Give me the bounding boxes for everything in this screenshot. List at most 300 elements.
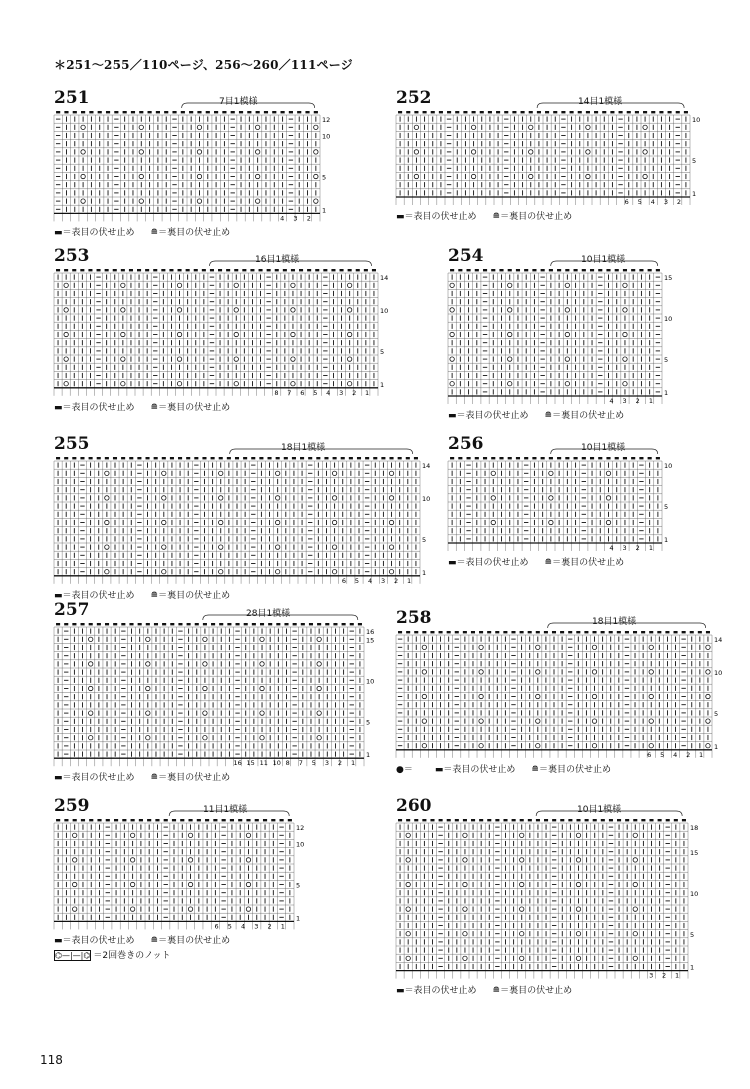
bind-off-mark xyxy=(348,269,352,271)
bind-off-mark xyxy=(364,269,368,271)
legend-back-text: ＝裏目の伏せ止め xyxy=(552,411,625,421)
bind-off-mark xyxy=(610,111,614,113)
bind-off-mark xyxy=(56,457,60,459)
bind-off-mark xyxy=(463,631,467,633)
yarn-over-symbol xyxy=(146,662,150,666)
bind-off-mark xyxy=(154,623,158,625)
bind-off-mark xyxy=(602,111,606,113)
yarn-over-symbol xyxy=(450,332,454,336)
legend-front-text: ＝表目の伏せ止め xyxy=(62,590,135,601)
row-label: 5 xyxy=(322,173,327,182)
bind-off-mark xyxy=(511,631,515,633)
yarn-over-symbol xyxy=(275,545,279,549)
yarn-over-symbol xyxy=(219,570,223,574)
column-label: 1 xyxy=(648,397,653,405)
yarn-over-symbol xyxy=(529,150,533,154)
back-bindoff-icon: ≘ xyxy=(492,212,501,222)
bind-off-mark xyxy=(483,269,487,271)
bind-off-mark xyxy=(72,623,76,625)
yarn-over-symbol xyxy=(520,858,524,862)
yarn-over-symbol xyxy=(592,719,596,723)
yarn-over-symbol xyxy=(177,283,181,287)
yarn-over-symbol xyxy=(414,125,418,129)
bind-off-mark xyxy=(458,457,462,459)
row-label: 5 xyxy=(380,348,385,356)
yarn-over-symbol xyxy=(479,719,483,723)
yarn-over-symbol xyxy=(565,357,569,361)
bind-off-mark xyxy=(414,631,418,633)
bind-off-mark xyxy=(496,111,500,113)
yarn-over-symbol xyxy=(188,882,192,886)
bind-off-mark xyxy=(649,819,653,821)
bind-off-mark xyxy=(649,631,653,633)
bind-off-mark xyxy=(557,457,561,459)
yarn-over-symbol xyxy=(463,882,467,886)
grid-lines xyxy=(54,273,378,396)
bind-off-mark xyxy=(284,457,288,459)
yarn-over-symbol xyxy=(146,637,150,641)
bind-off-mark xyxy=(639,457,643,459)
bind-off-mark xyxy=(194,269,198,271)
bind-off-mark xyxy=(633,631,637,633)
knitting-grid xyxy=(396,632,724,763)
yarn-over-symbol xyxy=(536,645,540,649)
bind-off-mark xyxy=(544,631,548,633)
bind-off-mark xyxy=(172,819,176,821)
bind-off-mark xyxy=(129,457,133,459)
yarn-over-symbol xyxy=(105,570,109,574)
bind-off-mark xyxy=(601,631,605,633)
legend-back-text: ＝裏目の伏せ止め xyxy=(158,228,231,239)
bind-off-mark xyxy=(81,623,85,625)
yarn-over-symbol xyxy=(89,662,93,666)
row-label: 1 xyxy=(296,914,301,923)
row-label: 12 xyxy=(322,116,331,125)
bind-off-mark xyxy=(195,623,199,625)
yarn-over-symbol xyxy=(508,283,512,287)
bind-off-mark xyxy=(153,269,157,271)
row-label: 5 xyxy=(422,536,427,544)
bind-off-mark xyxy=(447,819,451,821)
yarn-over-symbol xyxy=(219,520,223,524)
bind-off-mark xyxy=(545,111,549,113)
bind-off-mark xyxy=(172,111,176,113)
yarn-over-symbol xyxy=(203,736,207,740)
yarn-over-symbol xyxy=(649,670,653,674)
column-label: 4 xyxy=(326,388,331,397)
yarn-over-symbol xyxy=(479,670,483,674)
bind-off-mark xyxy=(242,269,246,271)
bind-off-mark xyxy=(560,819,564,821)
bind-off-mark xyxy=(289,111,293,113)
bind-off-mark xyxy=(154,457,158,459)
bind-off-mark xyxy=(592,631,596,633)
yarn-over-symbol xyxy=(130,882,134,886)
bind-off-mark xyxy=(623,457,627,459)
yarn-over-symbol xyxy=(234,283,238,287)
yarn-over-symbol xyxy=(479,694,483,698)
bind-off-mark xyxy=(81,819,85,821)
bind-off-mark xyxy=(609,819,613,821)
legend-bobble: ●＝ xyxy=(396,764,413,775)
bind-off-mark xyxy=(423,111,427,113)
chart-legend xyxy=(448,411,624,422)
legend-front-text: ＝表目の伏せ止め xyxy=(456,558,529,568)
knitting-grid xyxy=(54,458,432,589)
bind-off-mark xyxy=(586,111,590,113)
bind-off-mark xyxy=(601,819,605,821)
bind-off-mark xyxy=(503,631,507,633)
row-label: 10 xyxy=(692,116,701,125)
bind-off-mark xyxy=(512,819,516,821)
bind-off-mark xyxy=(272,111,276,113)
bind-off-mark xyxy=(284,623,288,625)
yarn-over-symbol xyxy=(565,332,569,336)
bind-off-mark xyxy=(325,623,329,625)
column-label: 2 xyxy=(635,397,640,405)
yarn-over-symbol xyxy=(529,125,533,129)
bind-off-mark xyxy=(256,111,260,113)
yarn-over-symbol xyxy=(234,357,238,361)
bind-off-mark xyxy=(570,111,574,113)
knitting-grid xyxy=(448,458,674,556)
knot-icon: ⌬—|—|⌬ xyxy=(55,951,91,961)
yarn-over-symbol xyxy=(130,833,134,837)
column-label: 2 xyxy=(352,388,357,397)
row-label: 14 xyxy=(380,274,389,283)
bind-off-mark xyxy=(206,111,210,113)
yarn-over-symbol xyxy=(606,471,610,475)
bind-off-mark xyxy=(227,623,231,625)
yarn-over-symbol xyxy=(203,686,207,690)
yarn-over-symbol xyxy=(623,332,627,336)
bind-off-mark xyxy=(372,269,376,271)
bind-off-mark xyxy=(508,269,512,271)
bind-off-mark xyxy=(280,819,284,821)
column-label: 6 xyxy=(214,922,219,931)
bind-off-mark xyxy=(631,269,635,271)
repeat-label: 28目1模様 xyxy=(246,609,291,619)
back-bindoff-icon: ≘ xyxy=(150,228,159,239)
bind-off-mark xyxy=(574,457,578,459)
bind-off-mark xyxy=(487,819,491,821)
bind-off-mark xyxy=(178,269,182,271)
bind-off-mark xyxy=(641,819,645,821)
bind-off-mark xyxy=(123,111,127,113)
bind-off-mark xyxy=(89,111,93,113)
yarn-over-symbol xyxy=(105,545,109,549)
legend-back-text: ＝裏目の伏せ止め xyxy=(158,590,231,601)
repeat-label: 10目1模様 xyxy=(581,443,626,453)
yarn-over-symbol xyxy=(121,332,125,336)
bind-off-mark xyxy=(267,269,271,271)
row-label: 1 xyxy=(714,742,719,751)
legend-back-text: ＝裏目の伏せ止め xyxy=(158,773,231,784)
repeat-label: 7目1模様 xyxy=(219,97,258,107)
yarn-over-symbol xyxy=(347,308,351,312)
bind-off-mark xyxy=(381,457,385,459)
yarn-over-symbol xyxy=(219,496,223,500)
yarn-over-symbol xyxy=(64,382,68,386)
bind-off-mark xyxy=(81,111,85,113)
row-label: 1 xyxy=(692,190,697,198)
row-label: 10 xyxy=(380,307,389,315)
yarn-over-symbol xyxy=(260,662,264,666)
bind-off-mark xyxy=(585,819,589,821)
bind-off-mark xyxy=(121,623,125,625)
row-label: 10 xyxy=(714,669,723,677)
bind-off-mark xyxy=(549,269,553,271)
legend-knot-text: ＝2回巻きのノット xyxy=(93,951,171,962)
bind-off-mark xyxy=(357,457,361,459)
bind-off-mark xyxy=(64,111,68,113)
column-label: 2 xyxy=(635,544,640,552)
bind-off-mark xyxy=(106,111,110,113)
yarn-over-symbol xyxy=(649,694,653,698)
row-label: 5 xyxy=(296,881,301,890)
bind-off-mark xyxy=(447,631,451,633)
yarn-over-symbol xyxy=(332,545,336,549)
column-label: 16 xyxy=(233,759,242,768)
bind-off-mark xyxy=(549,457,553,459)
row-label: 10 xyxy=(664,462,673,471)
row-label: 10 xyxy=(322,132,331,141)
bind-off-mark xyxy=(238,819,242,821)
column-label: 3 xyxy=(324,759,329,768)
bind-off-mark xyxy=(218,269,222,271)
yarn-over-symbol xyxy=(317,711,321,715)
column-label: 10 xyxy=(272,759,281,768)
yarn-over-symbol xyxy=(706,694,710,698)
back-bindoff-icon: ≘ xyxy=(544,558,553,568)
bind-off-mark xyxy=(299,269,303,271)
bind-off-mark xyxy=(146,623,150,625)
bind-off-mark xyxy=(89,819,93,821)
chart-number: 257 xyxy=(54,600,90,620)
column-label: 7 xyxy=(287,388,292,397)
front-bindoff-icon: ▬ xyxy=(434,764,444,775)
bind-off-mark xyxy=(668,111,672,113)
bind-off-mark xyxy=(155,819,159,821)
column-label: 6 xyxy=(647,750,652,759)
chart-legend xyxy=(396,765,611,776)
row-label: 1 xyxy=(380,380,385,389)
bind-off-mark xyxy=(137,269,141,271)
bind-off-mark xyxy=(89,623,93,625)
bind-off-mark xyxy=(162,457,166,459)
yarn-over-symbol xyxy=(89,711,93,715)
bind-off-mark xyxy=(406,111,410,113)
bind-off-mark xyxy=(309,623,313,625)
chart-legend xyxy=(54,936,230,947)
bind-off-mark xyxy=(657,631,661,633)
yarn-over-symbol xyxy=(197,150,201,154)
bind-off-mark xyxy=(283,269,287,271)
yarn-over-symbol xyxy=(291,332,295,336)
bind-off-mark xyxy=(121,457,125,459)
bind-off-mark xyxy=(491,457,495,459)
yarn-over-symbol xyxy=(586,174,590,178)
yarn-over-symbol xyxy=(317,736,321,740)
bind-off-mark xyxy=(450,457,454,459)
bind-off-mark xyxy=(472,111,476,113)
bind-off-mark xyxy=(356,269,360,271)
yarn-over-symbol xyxy=(606,520,610,524)
yarn-over-symbol xyxy=(81,174,85,178)
column-label: 8 xyxy=(285,759,290,768)
column-label: 4 xyxy=(609,397,614,405)
bind-off-mark xyxy=(178,623,182,625)
bind-off-mark xyxy=(227,457,231,459)
yarn-over-symbol xyxy=(649,744,653,748)
bind-off-mark xyxy=(350,623,354,625)
column-label: 6 xyxy=(624,198,629,206)
row-label: 15 xyxy=(366,636,375,645)
yarn-over-symbol xyxy=(72,833,76,837)
bind-off-mark xyxy=(414,819,418,821)
front-bindoff-icon: ▬ xyxy=(54,590,63,601)
bind-off-mark xyxy=(222,111,226,113)
yarn-over-symbol xyxy=(275,520,279,524)
bind-off-mark xyxy=(422,631,426,633)
yarn-over-symbol xyxy=(246,858,250,862)
bind-off-mark xyxy=(676,111,680,113)
row-label: 5 xyxy=(366,718,371,727)
bind-off-mark xyxy=(516,457,520,459)
yarn-over-symbol xyxy=(706,719,710,723)
row-label: 10 xyxy=(422,495,431,503)
yarn-over-symbol xyxy=(275,570,279,574)
yarn-over-symbol xyxy=(576,858,580,862)
yarn-over-symbol xyxy=(422,744,426,748)
repeat-label: 10目1模様 xyxy=(581,255,626,265)
bind-off-mark xyxy=(331,269,335,271)
bind-off-mark xyxy=(202,457,206,459)
yarn-over-symbol xyxy=(317,662,321,666)
yarn-over-symbol xyxy=(203,711,207,715)
bind-off-mark xyxy=(297,111,301,113)
front-bindoff-icon: ▬ xyxy=(54,402,63,413)
bind-off-mark xyxy=(105,623,109,625)
bind-off-mark xyxy=(64,457,68,459)
bind-off-mark xyxy=(536,819,540,821)
bind-off-mark xyxy=(495,819,499,821)
bind-off-mark xyxy=(106,819,110,821)
back-bindoff-icon: ≘ xyxy=(531,764,539,775)
bind-off-mark xyxy=(532,457,536,459)
yarn-over-symbol xyxy=(414,174,418,178)
knitting-grid xyxy=(396,820,700,984)
bind-off-mark xyxy=(598,457,602,459)
yarn-over-symbol xyxy=(422,670,426,674)
yarn-over-symbol xyxy=(255,150,259,154)
bind-off-mark xyxy=(467,269,471,271)
yarn-over-symbol xyxy=(81,199,85,203)
yarn-over-symbol xyxy=(592,744,596,748)
yarn-over-symbol xyxy=(72,907,76,911)
bind-off-mark xyxy=(131,819,135,821)
bind-off-mark xyxy=(202,269,206,271)
bind-off-mark xyxy=(271,819,275,821)
bind-off-mark xyxy=(480,111,484,113)
bind-off-mark xyxy=(651,111,655,113)
column-label: 5 xyxy=(313,388,318,397)
yarn-over-symbol xyxy=(219,471,223,475)
yarn-over-symbol xyxy=(347,357,351,361)
bind-off-mark xyxy=(251,457,255,459)
bind-off-mark xyxy=(633,819,637,821)
yarn-over-symbol xyxy=(347,382,351,386)
bind-off-mark xyxy=(250,269,254,271)
bind-off-mark xyxy=(275,269,279,271)
back-bindoff-icon: ≘ xyxy=(150,773,159,784)
repeat-label: 16目1模様 xyxy=(255,255,300,265)
bind-off-mark xyxy=(458,269,462,271)
chart-number: 258 xyxy=(396,608,432,628)
bind-off-mark xyxy=(430,819,434,821)
yarn-over-symbol xyxy=(536,694,540,698)
bind-off-mark xyxy=(226,269,230,271)
column-label: 3 xyxy=(339,388,344,397)
yarn-over-symbol xyxy=(536,670,540,674)
yarn-over-symbol xyxy=(549,471,553,475)
yarn-over-symbol xyxy=(291,357,295,361)
yarn-over-symbol xyxy=(246,882,250,886)
bind-off-mark xyxy=(639,269,643,271)
bind-off-mark xyxy=(439,631,443,633)
bind-off-mark xyxy=(627,111,631,113)
yarn-over-symbol xyxy=(146,736,150,740)
bind-off-mark xyxy=(471,819,475,821)
column-label: 5 xyxy=(354,576,360,585)
bind-off-mark xyxy=(358,623,362,625)
bind-off-mark xyxy=(56,623,60,625)
yarn-over-symbol xyxy=(586,125,590,129)
bind-off-mark xyxy=(263,819,267,821)
row-label: 10 xyxy=(366,677,375,686)
bind-off-mark xyxy=(504,111,508,113)
yarn-over-symbol xyxy=(105,471,109,475)
column-label: 1 xyxy=(406,576,412,585)
yarn-over-symbol xyxy=(332,520,336,524)
bind-off-mark xyxy=(105,269,109,271)
bind-off-mark xyxy=(598,269,602,271)
bind-off-mark xyxy=(121,269,125,271)
bind-off-mark xyxy=(64,269,68,271)
bind-off-mark xyxy=(520,819,524,821)
bind-off-mark xyxy=(264,111,268,113)
bind-off-mark xyxy=(197,819,201,821)
row-label: 1 xyxy=(664,389,669,397)
yarn-over-symbol xyxy=(623,357,627,361)
bind-off-mark xyxy=(615,457,619,459)
bind-off-mark xyxy=(268,623,272,625)
yarn-over-symbol xyxy=(508,332,512,336)
knitting-grid xyxy=(396,112,702,210)
bind-off-mark xyxy=(341,457,345,459)
column-label: 4 xyxy=(241,922,246,931)
grid-lines xyxy=(448,461,662,551)
legend-back-text: ＝裏目の伏せ止め xyxy=(552,558,625,568)
front-bindoff-icon: ▬ xyxy=(54,936,63,947)
bind-off-mark xyxy=(568,631,572,633)
column-label: 2 xyxy=(676,198,682,206)
yarn-over-symbol xyxy=(81,150,85,154)
yarn-over-symbol xyxy=(623,382,627,386)
bind-off-mark xyxy=(260,623,264,625)
bind-off-mark xyxy=(324,457,328,459)
bind-off-mark xyxy=(72,457,76,459)
